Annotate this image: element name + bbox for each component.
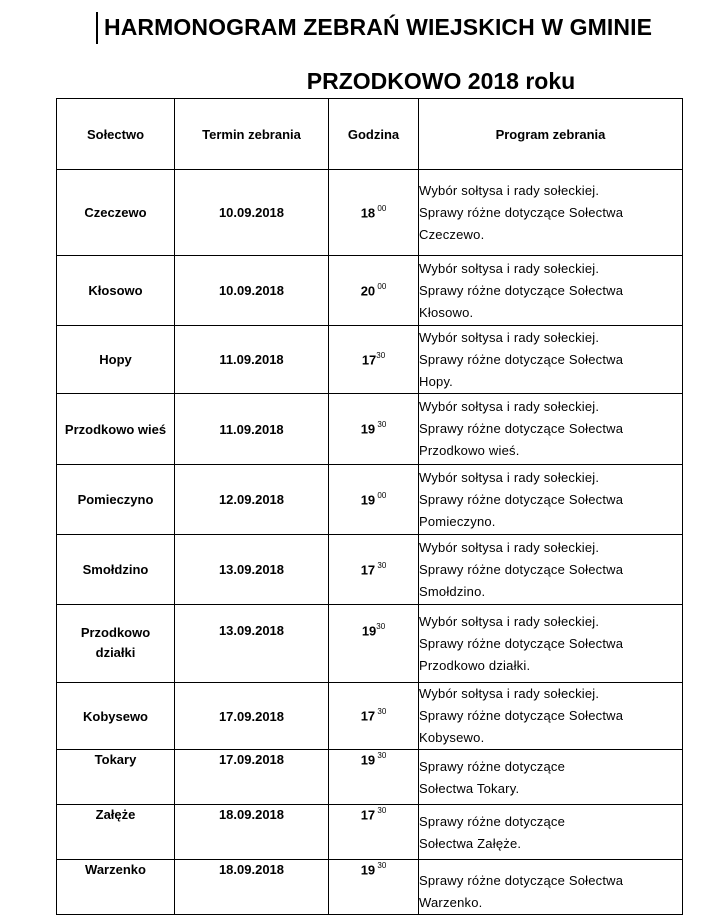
table-row xyxy=(57,465,683,535)
hour-value: 19 xyxy=(360,492,376,508)
cell-solectwo: Załęże xyxy=(57,805,175,860)
cell-termin: 18.09.2018 xyxy=(175,805,329,860)
minute-value: 30 xyxy=(375,806,387,815)
program-line: Sołectwa Załęże. xyxy=(419,836,522,851)
program-line: Przodkowo działki. xyxy=(419,657,531,673)
program-line: Wybór sołtysa i rady sołeckiej. xyxy=(419,469,600,485)
cell-termin: 13.09.2018 xyxy=(175,605,329,683)
cell-termin: 11.09.2018 xyxy=(175,326,329,394)
program-line: Sprawy różne dotyczące Sołectwa xyxy=(419,873,624,888)
cell-godzina xyxy=(329,860,419,915)
cell-program xyxy=(419,683,683,750)
cell-program xyxy=(419,605,683,683)
cell-program xyxy=(419,256,683,326)
table-header-row xyxy=(57,99,683,170)
cell-termin: 10.09.2018 xyxy=(175,256,329,326)
hour-value: 19 xyxy=(360,862,376,878)
table-row xyxy=(57,750,683,805)
text-cursor xyxy=(96,12,98,44)
program-line: Czeczewo. xyxy=(419,226,485,242)
cell-termin: 12.09.2018 xyxy=(175,465,329,535)
program-line: Wybór sołtysa i rady sołeckiej. xyxy=(419,613,600,629)
program-line: Wybór sołtysa i rady sołeckiej. xyxy=(419,539,600,555)
program-line: Sprawy różne dotyczące Sołectwa xyxy=(419,204,624,220)
cell-godzina xyxy=(329,605,419,683)
cell-godzina xyxy=(329,170,419,256)
minute-value: 30 xyxy=(376,350,386,360)
program-line: Przodkowo wieś. xyxy=(419,443,520,458)
program-line: Sprawy różne dotyczące xyxy=(419,814,566,829)
minute-value: 00 xyxy=(375,203,387,213)
cell-godzina xyxy=(329,750,419,805)
hour-value: 17 xyxy=(360,807,376,823)
program-line: Sprawy różne dotyczące Sołectwa xyxy=(419,708,624,723)
cell-godzina xyxy=(329,256,419,326)
cell-program xyxy=(419,326,683,394)
cell-termin: 18.09.2018 xyxy=(175,860,329,915)
cell-godzina xyxy=(329,394,419,465)
program-line: Sprawy różne dotyczące Sołectwa xyxy=(419,561,624,577)
header-termin: Termin zebrania xyxy=(175,99,329,170)
program-line: Wybór sołtysa i rady sołeckiej. xyxy=(419,399,600,414)
cell-solectwo: Czeczewo xyxy=(57,170,175,256)
table-row xyxy=(57,326,683,394)
cell-termin: 13.09.2018 xyxy=(175,535,329,605)
minute-value: 30 xyxy=(375,560,387,570)
cell-termin: 17.09.2018 xyxy=(175,750,329,805)
cell-solectwo: Przodkowo wieś xyxy=(57,394,175,465)
table-row xyxy=(57,683,683,750)
program-line: Smołdzino. xyxy=(419,583,486,599)
title-block xyxy=(96,10,696,94)
program-line: Kłosowo. xyxy=(419,304,474,320)
cell-solectwo: Tokary xyxy=(57,750,175,805)
page-title-line2: PRZODKOWO 2018 roku xyxy=(306,68,576,94)
program-line: Sprawy różne dotyczące xyxy=(419,759,566,774)
program-line: Sprawy różne dotyczące Sołectwa xyxy=(419,491,624,507)
program-line: Wybór sołtysa i rady sołeckiej. xyxy=(419,686,600,701)
hour-value: 18 xyxy=(360,205,376,221)
hour-value: 19 xyxy=(360,421,376,437)
hour-value: 20 xyxy=(360,283,376,299)
table-row xyxy=(57,535,683,605)
cell-termin: 17.09.2018 xyxy=(175,683,329,750)
minute-value: 00 xyxy=(375,281,387,291)
program-line: Sołectwa Tokary. xyxy=(419,781,520,796)
cell-termin: 10.09.2018 xyxy=(175,170,329,256)
cell-program xyxy=(419,465,683,535)
table-row xyxy=(57,605,683,683)
program-line: Hopy. xyxy=(419,373,453,389)
table-row xyxy=(57,170,683,256)
cell-solectwo: Warzenko xyxy=(57,860,175,915)
program-line: Sprawy różne dotyczące Sołectwa xyxy=(419,351,624,367)
hour-value: 17 xyxy=(360,708,376,724)
cell-godzina xyxy=(329,465,419,535)
minute-value: 30 xyxy=(375,751,387,760)
table-row xyxy=(57,256,683,326)
cell-solectwo: Pomieczyno xyxy=(57,465,175,535)
hour-value: 17 xyxy=(361,352,377,368)
program-line: Sprawy różne dotyczące Sołectwa xyxy=(419,635,624,651)
cell-program xyxy=(419,394,683,465)
program-line: Sprawy różne dotyczące Sołectwa xyxy=(419,282,624,298)
cell-solectwo: Smołdzino xyxy=(57,535,175,605)
page-title-line1: HARMONOGRAM ZEBRAŃ WIEJSKICH W GMINIE xyxy=(104,14,653,40)
program-line: Sprawy różne dotyczące Sołectwa xyxy=(419,421,624,436)
header-godzina: Godzina xyxy=(329,99,419,170)
table-row xyxy=(57,805,683,860)
cell-program xyxy=(419,750,683,805)
hour-value: 19 xyxy=(361,623,377,639)
hour-value: 19 xyxy=(360,752,376,768)
hour-value: 17 xyxy=(360,562,376,578)
program-line: Pomieczyno. xyxy=(419,513,496,529)
program-line: Wybór sołtysa i rady sołeckiej. xyxy=(419,329,600,345)
cell-godzina xyxy=(329,805,419,860)
minute-value: 30 xyxy=(375,420,387,430)
header-program: Program zebrania xyxy=(419,99,683,170)
schedule-table xyxy=(56,98,683,915)
program-line: Wybór sołtysa i rady sołeckiej. xyxy=(419,260,600,276)
header-solectwo: Sołectwo xyxy=(57,99,175,170)
cell-program xyxy=(419,805,683,860)
minute-value: 30 xyxy=(375,707,387,717)
minute-value: 30 xyxy=(375,861,387,870)
cell-program xyxy=(419,170,683,256)
cell-godzina xyxy=(329,326,419,394)
cell-godzina xyxy=(329,683,419,750)
cell-program xyxy=(419,860,683,915)
cell-solectwo: Przodkowo działki xyxy=(57,605,175,683)
program-line: Wybór sołtysa i rady sołeckiej. xyxy=(419,182,600,198)
cell-solectwo: Kłosowo xyxy=(57,256,175,326)
table-row xyxy=(57,394,683,465)
minute-value: 30 xyxy=(376,622,386,631)
table-row xyxy=(57,860,683,915)
cell-program xyxy=(419,535,683,605)
cell-godzina xyxy=(329,535,419,605)
cell-solectwo: Kobysewo xyxy=(57,683,175,750)
cell-solectwo: Hopy xyxy=(57,326,175,394)
program-line: Kobysewo. xyxy=(419,730,485,745)
program-line: Warzenko. xyxy=(419,895,483,910)
minute-value: 00 xyxy=(375,490,387,500)
cell-termin: 11.09.2018 xyxy=(175,394,329,465)
